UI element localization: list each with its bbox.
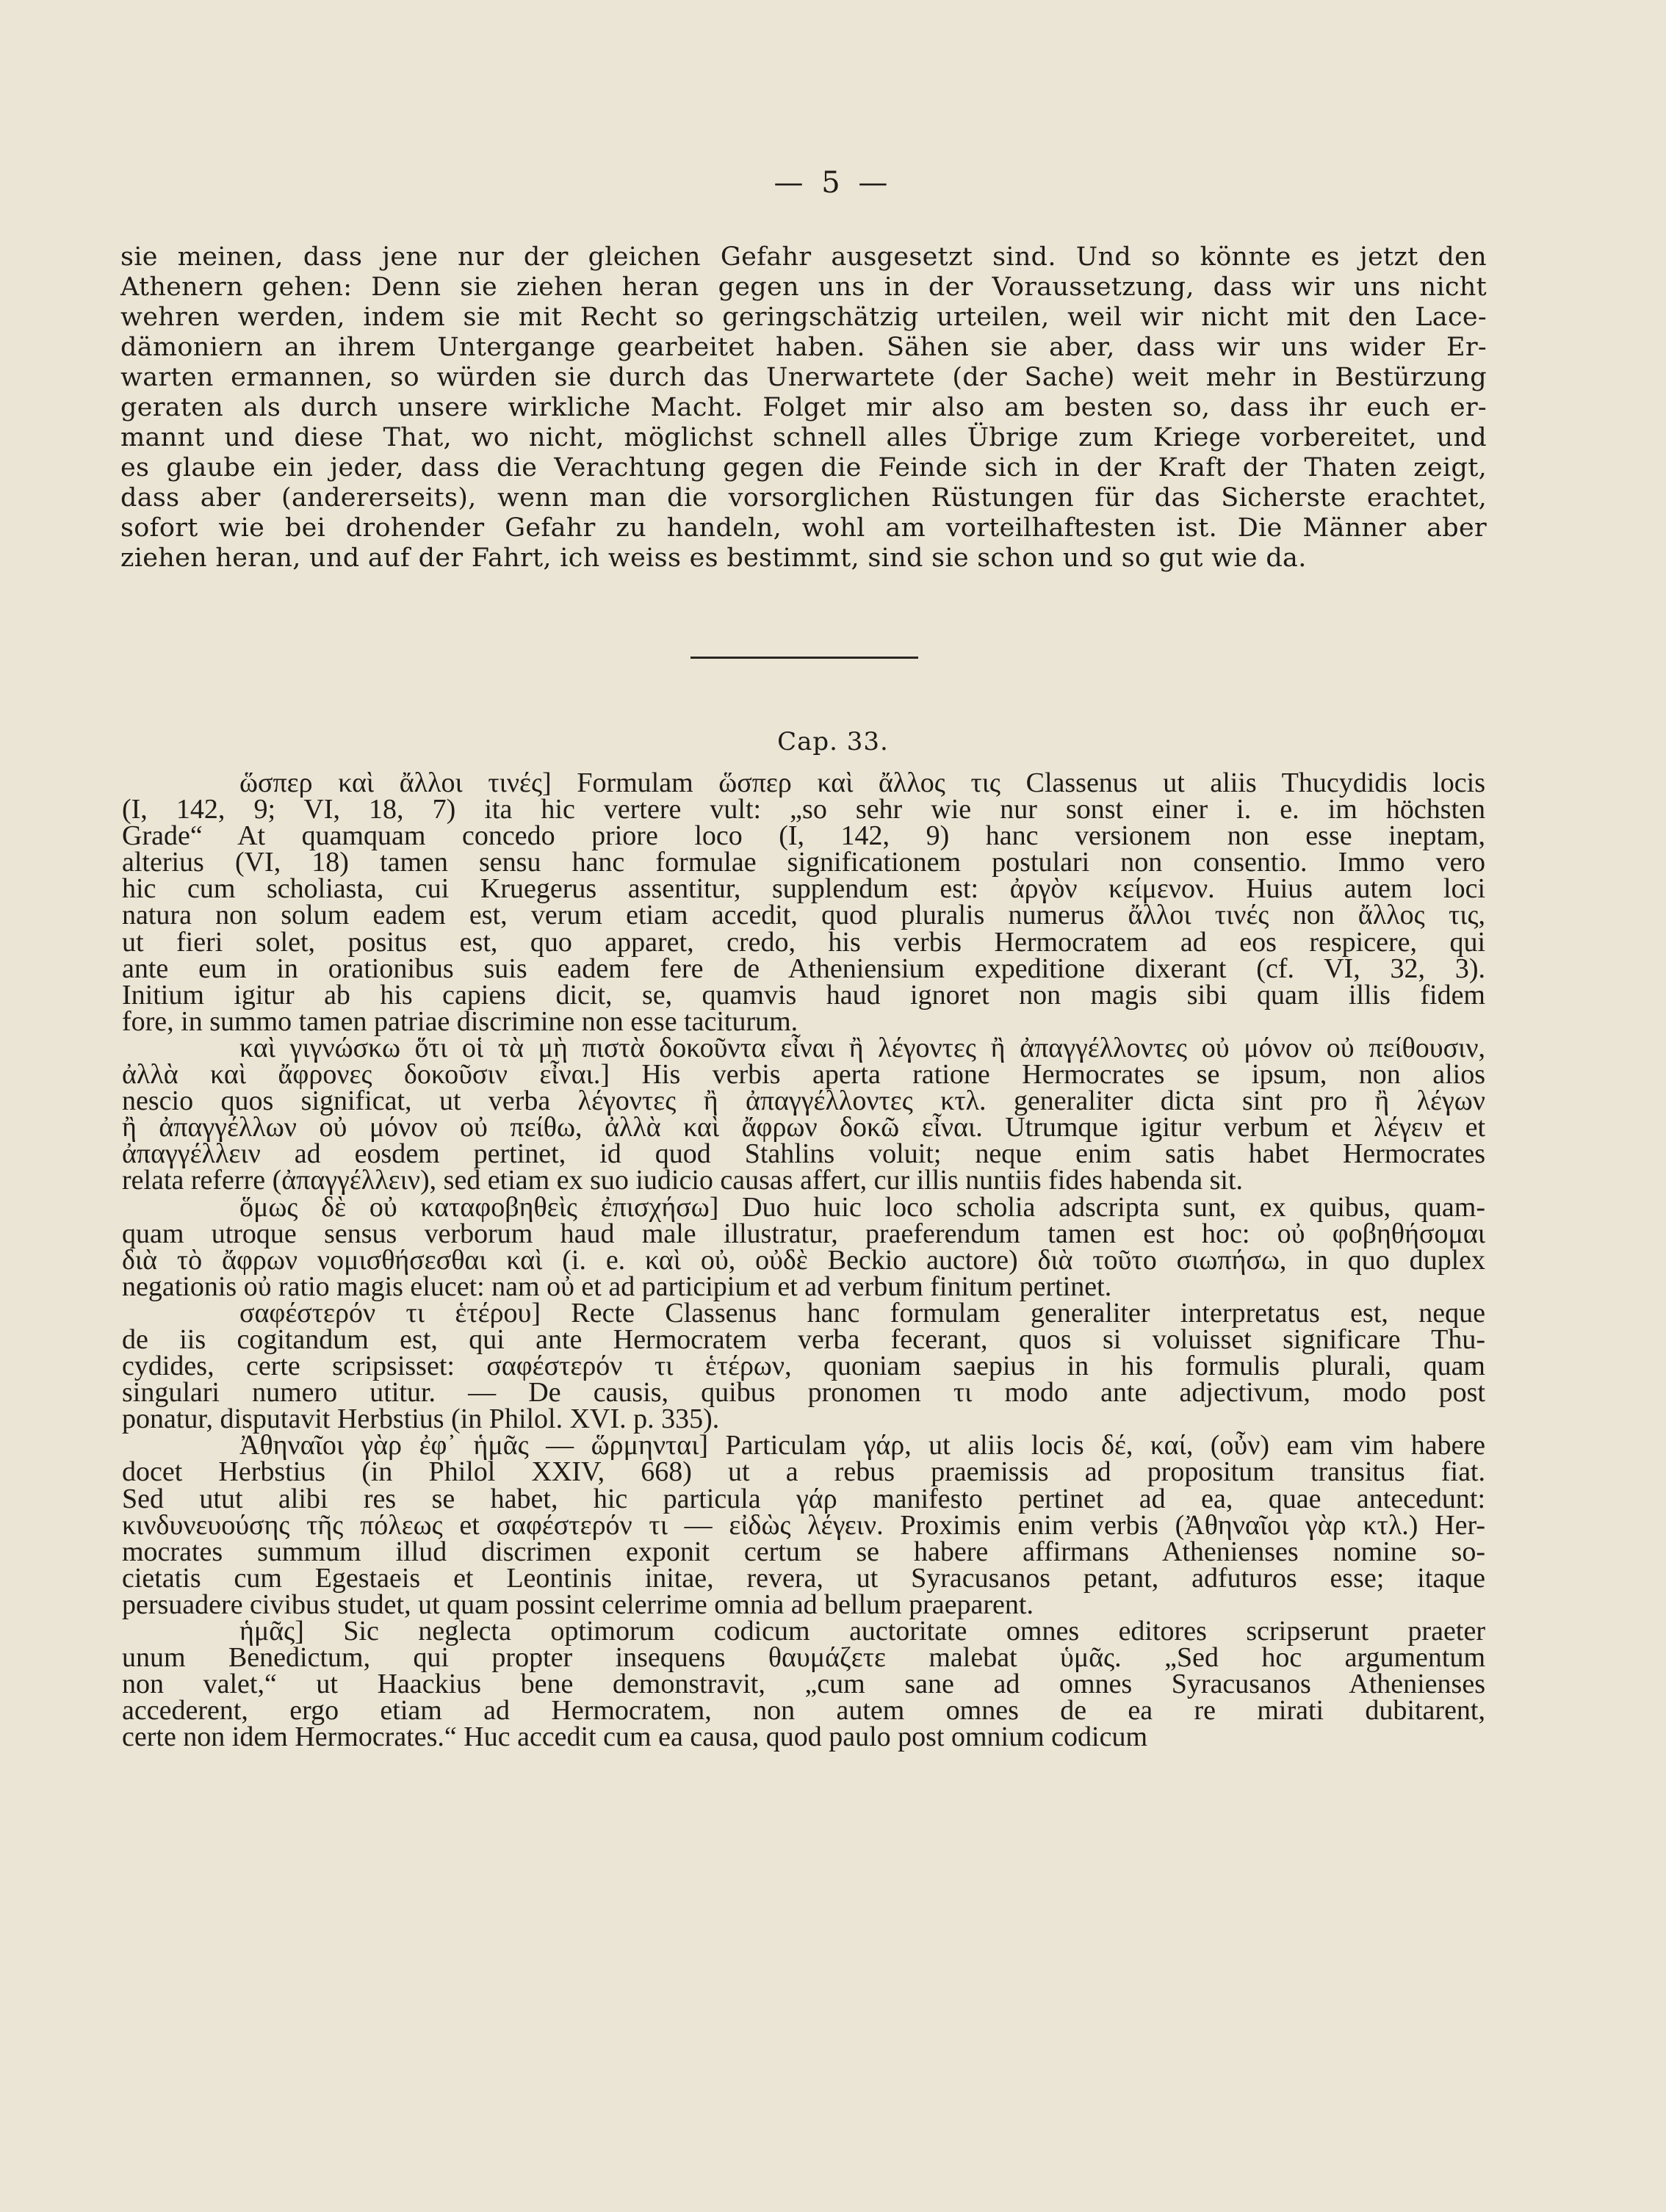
text-line: singulari numero utitur. — De causis, quibus pronomen τι modo ante adjectivum, modo post <box>122 1377 1485 1409</box>
lemma-line: σαφέστερόν τι ἑτέρου] Recte Classenus hanc formulam generaliter interpretatus est, neque <box>239 1297 1485 1329</box>
text-line: Sed utut alibi res se habet, hic particula γάρ manifesto pertinet ad ea, quae antecedunt: <box>122 1483 1485 1514</box>
text-line: ἀλλὰ καὶ ἄφρονες δοκοῦσιν εἶναι.] His verbis aperta ratione Hermocrates se ipsum, non alios <box>122 1059 1485 1091</box>
text-line: cietatis cum Egestaeis et Leontinis initae, revera, ut Syracusanos petant, adfuturos esse; itaque <box>122 1562 1485 1594</box>
text-line: docet Herbstius (in Philol XXIV, 668) ut a rebus praemissis ad propositum transitus fiat. <box>122 1456 1485 1488</box>
text-line: es glaube ein jeder, dass die Verachtung gegen die Feinde sich in der Kraft der Thaten zeigt, <box>120 453 1487 482</box>
text-line: persuadere civibus studet, ut quam possint celerrime omnia ad bellum praeparent. <box>122 1588 1034 1620</box>
text-line: quam utroque sensus verborum haud male illustratur, praeferendum tamen est hoc: οὐ φοβηθήσομαι <box>122 1218 1485 1249</box>
lemma-line: Ἀθηναῖοι γὰρ ἐφ᾽ ἡμᾶς — ὥρμηνται] Particulam γάρ, ut aliis locis δέ, καί, (οὖν) eam vim habere <box>239 1430 1485 1461</box>
text-line: de iis cogitandum est, qui ante Hermocratem verba fecerant, quos si voluisset significare Thu- <box>122 1323 1485 1355</box>
text-line: Grade“ At quamquam concedo priore loco (I, 142, 9) hanc versionem non esse ineptam, <box>122 820 1485 852</box>
text-line: ut fieri solet, positus est, quo apparet, credo, his verbis Hermocratem ad eos respicere, qui <box>122 926 1485 958</box>
section-divider <box>690 657 918 659</box>
text-line: (I, 142, 9; VI, 18, 7) ita hic vertere vult: „so sehr wie nur sonst einer i. e. im höchsten <box>122 794 1485 825</box>
text-line: διὰ τὸ ἄφρων νομισθήσεσθαι καὶ (i. e. καὶ οὐ, οὐδὲ Beckio auctore) διὰ τοῦτο σιωπήσω, in quo duplex <box>122 1244 1485 1276</box>
text-line: ponatur, disputavit Herbstius (in Philol. XVI. p. 335). <box>122 1403 720 1435</box>
text-line: sie meinen, dass jene nur der gleichen Gefahr ausgesetzt sind. Und so könnte es jetzt den <box>120 242 1487 272</box>
text-line: warten ermannen, so würden sie durch das Unerwartete (der Sache) weit mehr in Bestürzung <box>120 363 1487 392</box>
text-line: certe non idem Hermocrates.“ Huc accedit cum ea causa, quod paulo post omnium codicum <box>122 1721 1147 1753</box>
text-line: unum Benedictum, qui propter insequens θαυμάζετε malebat ὑμᾶς. „Sed hoc argumentum <box>122 1642 1485 1674</box>
text-line: nescio quos significat, ut verba λέγοντες ἢ ἀπαγγέλλοντες κτλ. generaliter dicta sint pro ἢ λέγων <box>122 1085 1485 1117</box>
page-number: — 5 — <box>774 166 892 200</box>
lemma-line: ὥσπερ καὶ ἄλλοι τινές] Formulam ὥσπερ καὶ ἄλλος τις Classenus ut aliis Thucydidis locis <box>239 767 1485 798</box>
text-line: Initium igitur ab his capiens dicit, se, quamvis haud ignoret non magis sibi quam illis fidem <box>122 979 1485 1011</box>
text-line: geraten als durch unsere wirkliche Macht. Folget mir also am besten so, dass ihr euch er- <box>120 393 1487 422</box>
text-line: ante eum in orationibus suis eadem fere de Atheniensium expeditione dixerant (cf. VI, 32, 3). <box>122 953 1485 984</box>
text-line: mocrates summum illud discrimen exponit certum se habere affirmans Athenienses nomine so- <box>122 1536 1485 1567</box>
text-line: relata referre (ἀπαγγέλλειν), sed etiam ex suo iudicio causas affert, cur illis nuntiis fides habenda sit. <box>122 1165 1244 1196</box>
latin-commentary <box>122 767 1485 1753</box>
text-line: ἢ ἀπαγγέλλων οὐ μόνον οὐ πείθω, ἀλλὰ καὶ ἄφρων δοκῶ εἶναι. Utrumque igitur verbum et λέγειν et <box>122 1112 1485 1143</box>
text-line: non valet,“ ut Haackius bene demonstravit, „cum sane ad omnes Syracusanos Athenienses <box>122 1669 1485 1700</box>
lemma-line: ἡμᾶς] Sic neglecta optimorum codicum auctoritate omnes editores scripserunt praeter <box>239 1616 1485 1647</box>
chapter-heading: Cap. 33. <box>777 727 889 756</box>
text-line: natura non solum eadem est, verum etiam accedit, quod pluralis numerus ἄλλοι τινές non ἄλλος τις, <box>122 900 1485 931</box>
text-line: fore, in summo tamen patriae discrimine non esse taciturum. <box>122 1005 798 1037</box>
text-line: dass aber (andererseits), wenn man die vorsorglichen Rüstungen für das Sicherste erachtet, <box>120 483 1487 513</box>
text-line: dämoniern an ihrem Untergange gearbeitet haben. Sähen sie aber, dass wir uns wider Er- <box>120 333 1487 362</box>
lemma-line: ὅμως δὲ οὐ καταφοβηθεὶς ἐπισχήσω] Duo huic loco scholia adscripta sunt, ex quibus, quam- <box>239 1191 1485 1223</box>
text-line: accederent, ergo etiam ad Hermocratem, non autem omnes de ea re mirati dubitarent, <box>122 1695 1485 1727</box>
text-line: ἀπαγγέλλειν ad eosdem pertinet, id quod Stahlins voluit; neque enim satis habet Hermocrates <box>122 1138 1485 1170</box>
text-line: κινδυνευούσης τῆς πόλεως et σαφέστερόν τι — εἰδὼς λέγειν. Proximis enim verbis (Ἀθηναῖοι γὰρ κτλ.) Her- <box>122 1509 1485 1541</box>
text-line: negationis οὐ ratio magis elucet: nam οὐ et ad participium et ad verbum finitum pertinet. <box>122 1271 1112 1302</box>
german-translation <box>120 242 1487 574</box>
text-line: wehren werden, indem sie mit Recht so geringschätzig urteilen, weil wir nicht mit den Lace- <box>120 303 1487 332</box>
lemma-line: καὶ γιγνώσκω ὅτι οἱ τὰ μὴ πιστὰ δοκοῦντα εἶναι ἢ λέγοντες ἢ ἀπαγγέλλοντες οὐ μόνον οὐ πείθουσιν, <box>239 1032 1485 1063</box>
text-line: Athenern gehen: Denn sie ziehen heran gegen uns in der Voraussetzung, dass wir uns nicht <box>120 272 1487 302</box>
text-line: sofort wie bei drohender Gefahr zu handeln, wohl am vorteilhaftesten ist. Die Männer aber <box>120 513 1487 543</box>
text-line: hic cum scholiasta, cui Kruegerus assentitur, supplendum est: ἀργὸν κείμενον. Huius autem loci <box>122 873 1485 905</box>
text-line: alterius (VI, 18) tamen sensu hanc formulae significationem postulari non consentio. Immo vero <box>122 847 1485 878</box>
text-line: cydides, certe scripsisset: σαφέστερόν τι ἑτέρων, quoniam saepius in his formulis plurali, quam <box>122 1351 1485 1382</box>
text-line: ziehen heran, und auf der Fahrt, ich weiss es bestimmt, sind sie schon und so gut wie da. <box>120 543 1307 573</box>
text-line: mannt und diese That, wo nicht, möglichst schnell alles Übrige zum Kriege vorbereitet, und <box>120 423 1487 452</box>
